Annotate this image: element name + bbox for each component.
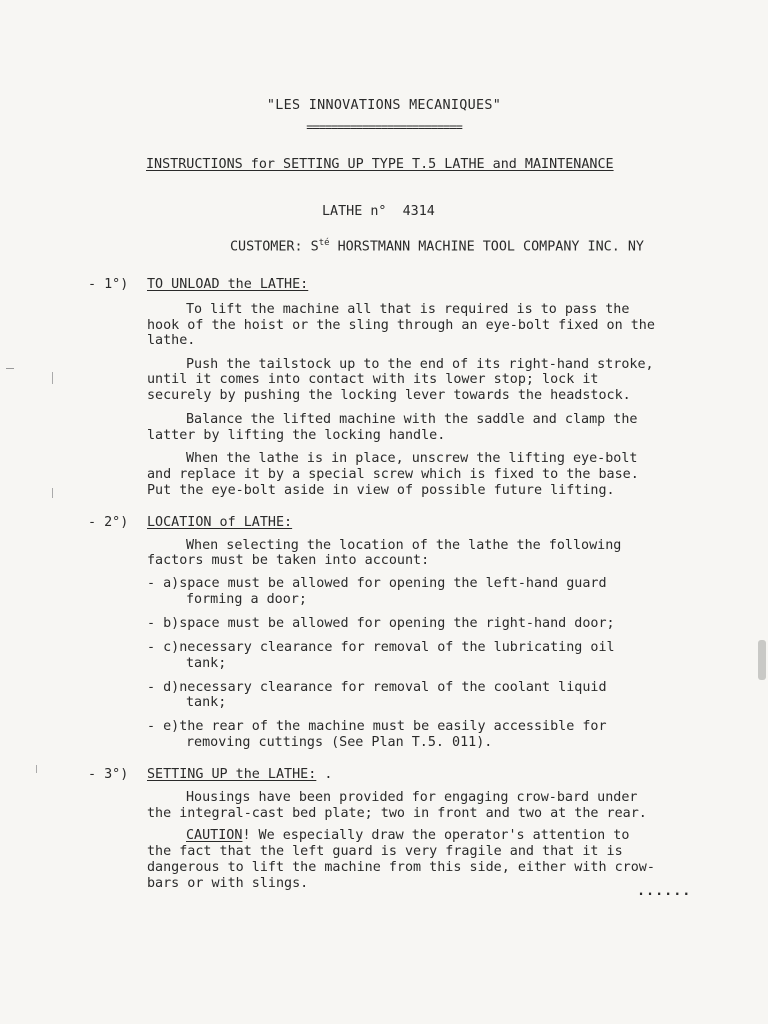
- margin-scan-mark: [52, 488, 53, 498]
- s2-item-d-line1: - d)necessary clearance for removal of the coolant liquid: [147, 680, 607, 695]
- s1-p3-line2: latter by lifting the locking handle.: [147, 428, 446, 443]
- edge-scan-shadow: [758, 640, 766, 680]
- s1-p1-line1: To lift the machine all that is required is to pass the: [186, 302, 630, 317]
- section-2-title: LOCATION of LATHE:: [147, 515, 293, 530]
- customer-prefix-sup: té: [318, 238, 330, 248]
- s1-p2-line1: Push the tailstock up to the end of its right-hand stroke,: [186, 357, 654, 372]
- s2-item-c-line2: tank;: [186, 656, 227, 671]
- s1-p2-line2: until it comes into contact with its lower stop; lock it: [147, 372, 599, 387]
- company-title: "LES INNOVATIONS MECANIQUES": [266, 98, 502, 113]
- s3-p2-line2: the fact that the left guard is very fragile and that it is: [147, 844, 623, 859]
- customer-label: CUSTOMER:: [230, 239, 303, 255]
- s2-item-e-line1: - e)the rear of the machine must be easily accessible for: [147, 719, 607, 734]
- s1-p1-line2: hook of the hoist or the sling through an eye-bolt fixed on the: [147, 318, 655, 333]
- customer-line: [230, 238, 644, 254]
- s3-caution-line1: [186, 828, 629, 844]
- s2-item-a-line1: - a)space must be allowed for opening the left-hand guard: [147, 576, 607, 591]
- margin-scan-mark: [52, 372, 53, 384]
- s2-item-c-line1: - c)necessary clearance for removal of the lubricating oil: [147, 640, 615, 655]
- s2-intro-line2: factors must be taken into account:: [147, 553, 430, 568]
- section-3-title-suffix: .: [316, 767, 333, 782]
- lathe-number-line: [322, 204, 435, 219]
- s1-p4-line3: Put the eye-bolt aside in view of possible future lifting.: [147, 483, 615, 498]
- section-3-title-line: [147, 767, 332, 782]
- s2-intro-line1: When selecting the location of the lathe the following: [186, 538, 622, 553]
- continuation-dots: ......: [637, 884, 692, 899]
- s1-p3-line1: Balance the lifted machine with the saddle and clamp the: [186, 412, 638, 427]
- customer-name: HORSTMANN MACHINE TOOL COMPANY INC. NY: [337, 239, 644, 255]
- margin-scan-mark: [6, 368, 14, 369]
- s3-p2-line4: bars or with slings.: [147, 876, 309, 891]
- lathe-number: 4314: [402, 204, 435, 219]
- s2-item-a-line2: forming a door;: [186, 592, 307, 607]
- s1-p2-line3: securely by pushing the locking lever towards the headstock.: [147, 388, 631, 403]
- margin-scan-mark: [36, 765, 37, 773]
- s3-p1-line1: Housings have been provided for engaging crow-bard under: [186, 790, 638, 805]
- lathe-label: LATHE n°: [322, 204, 387, 219]
- s1-p4-line2: and replace it by a special screw which is fixed to the base.: [147, 467, 639, 482]
- caution-rest: ! We especially draw the operator's attention to: [242, 828, 630, 843]
- section-1-title: TO UNLOAD the LATHE:: [147, 277, 309, 292]
- s2-item-e-line2: removing cuttings (See Plan T.5. 011).: [186, 735, 493, 750]
- s3-p1-line2: the integral-cast bed plate; two in front and two at the rear.: [147, 806, 647, 821]
- section-3-title: SETTING UP the LATHE:: [147, 767, 317, 782]
- section-1-number: - 1°): [88, 277, 129, 292]
- section-3-number: - 3°): [88, 767, 129, 782]
- caution-label: CAUTION: [186, 828, 243, 843]
- s3-p2-line3: dangerous to lift the machine from this side, either with crow-: [147, 860, 655, 875]
- document-heading: INSTRUCTIONS for SETTING UP TYPE T.5 LATHE and MAINTENANCE: [146, 157, 614, 172]
- s1-p1-line3: lathe.: [147, 333, 196, 348]
- s2-item-d-line2: tank;: [186, 695, 227, 710]
- customer-prefix: S: [310, 239, 319, 255]
- s1-p4-line1: When the lathe is in place, unscrew the lifting eye-bolt: [186, 451, 638, 466]
- s2-item-b-line1: - b)space must be allowed for opening the right-hand door;: [147, 616, 615, 631]
- section-2-number: - 2°): [88, 515, 129, 530]
- title-double-rule: =========================: [306, 120, 462, 134]
